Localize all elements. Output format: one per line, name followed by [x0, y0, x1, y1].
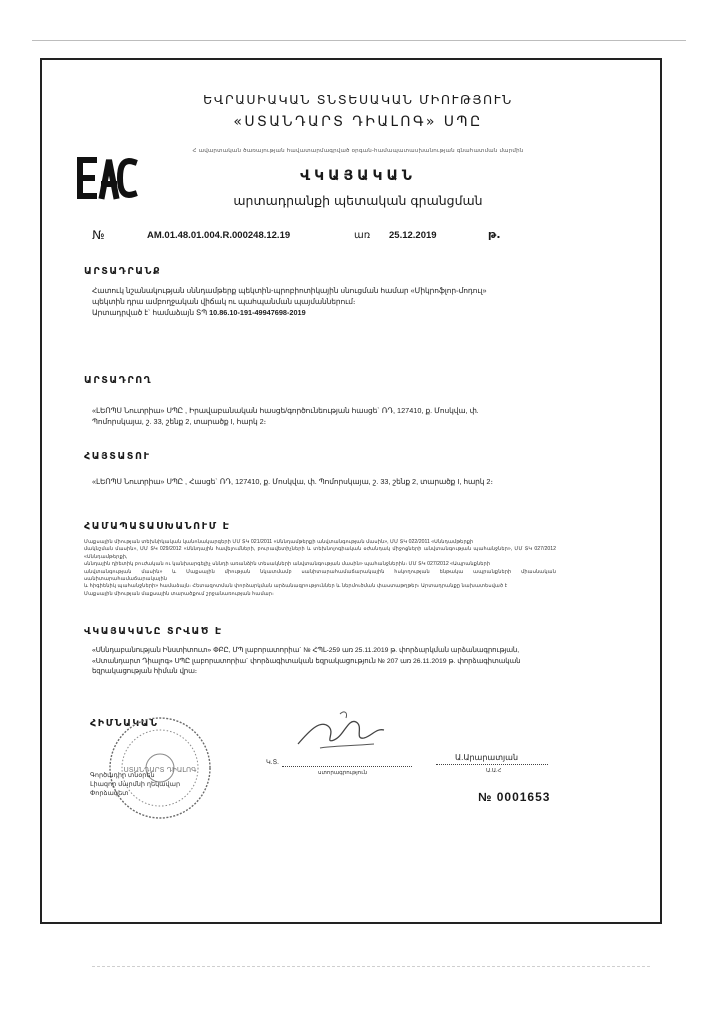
- manufacturer-heading: ԱՐՏԱԴՐՈՂ: [84, 375, 153, 386]
- signature-caption: ստորագրություն: [318, 770, 368, 776]
- compliance-line-6: Մաքսային միության մաքսային տարածքում շրջանառության համար։: [84, 590, 274, 597]
- compliance-line-5: և հիգիենիկ պահանջների» համաձայն։ Հետազոտման փորձարկման արձանագրություններ և ներմուծման փաստաթղթեր։ Արտադրանքը նախատեսված է: [84, 583, 508, 590]
- certificate-number: AM.01.48.01.004.R.000248.12.19: [147, 230, 291, 241]
- compliance-text: [84, 539, 556, 598]
- position-line-3: Փորձագետ: [90, 790, 129, 797]
- signature-line: [282, 766, 412, 767]
- product-line-3: [92, 307, 544, 318]
- signer-name-line: [436, 764, 548, 765]
- manufacturer-line-2: Պոմորսկայա, շ. 33, շենք 2, տարածք I, հարկ 2։: [92, 417, 267, 426]
- union-title: ԵՎՐԱՍԻԱԿԱՆ ՏՆՏԵՍԱԿԱՆ ՄԻՈՒԹՅՈՒՆ: [203, 92, 513, 107]
- applicant-line-1: «ԼԵՈՊՍ Նուտրիա» ՍՊԸ , Հասցե` ՌԴ, 127410, ք. Մոսկվա, փ. Պոմորսկայա, շ. 33, շենք 2, տարածք I, հարկ 2։: [92, 477, 493, 486]
- applicant-text: [92, 476, 562, 487]
- handwritten-signature: [290, 700, 390, 756]
- compliance-line-1: Մաքսային միության տեխնիկական կանոնակարգերի ՄՄ ՏԿ 021/2011 «Սննդամթերքի անվտանգության մասին», ՄՄ ՏԿ 022/2011 «Սննդամթերքի: [84, 539, 474, 545]
- certificate-date: 25.12.2019: [389, 230, 437, 241]
- position-line-1: Գործադիր տնօրեն: [90, 772, 155, 779]
- compliance-line-2: մակնշման մասին», ՄՄ ՏԿ 029/2012 «Սննդային հավելումների, բուրավետիչների և տեխնոլոգիական օժանդակ միջոցների անվտանգության պահանջներ», ՄՄ ՏԿ 027/2012 «Սննդամթերքի,: [84, 546, 556, 560]
- product-spec-code: 10.86.10-191-49947698-2019: [209, 308, 306, 317]
- signer-caption: Ա.Ա.Հ: [486, 768, 502, 774]
- company-title: «ՍՏԱՆԴԱՐՏ ԴԻԱԼՈԳ» ՍՊԸ: [233, 114, 483, 130]
- issued-text: [92, 646, 562, 678]
- serial-number: [478, 790, 550, 804]
- page-footer-line: [92, 966, 650, 967]
- product-text: [92, 285, 544, 318]
- issued-line-2: «Ստանդարտ Դիալոգ» ՍՊԸ լաբորատորիա` փորձագիտական եզրակացություն № 207 առ 26.11.2019 թ. փորձագիտական: [92, 657, 521, 665]
- seal-stamp-text: ՍՏԱՆԴԱՐՏ ԴԻԱԼՈԳ: [123, 766, 197, 774]
- product-heading: ԱՐՏԱԴՐԱՆՔ: [84, 266, 162, 277]
- page-edge: [32, 40, 686, 41]
- issued-line-3: եզրակացության հիման վրա։: [92, 668, 197, 675]
- signer-name: Ա.Արարատյան: [455, 753, 519, 762]
- signer-positions: [90, 771, 180, 798]
- compliance-line-3: սննդային դիետիկ բուժական ու կանխարգելիչ սննդի առանձին տեսակների անվտանգության մասին» պահանջներին։ ՄՄ ՏԿ 027/2012 «Ապրանքների: [84, 561, 491, 568]
- serial-prefix: №: [478, 790, 493, 804]
- basis-heading: ՀԻՄՆԱԿԱՆ: [90, 718, 159, 729]
- product-line-2: պեկտին դրա ամբողջական վիճակ ու պահպանման պայմաններում։: [92, 297, 356, 306]
- product-line-1: Հատուկ նշանակության սննդամթերք պեկտին-պրոբիոտիկային սնուցման համար «Միկրոֆլոր֊մոդուլ»: [92, 286, 487, 295]
- compliance-line-4: անվտանգության մասին» և Մաքսային միության նկատմամբ սանիտարահամաճարակային հսկողության ենթակա ապրանքների միասնական սանիտարահամաճարակային: [84, 568, 556, 583]
- issued-line-1: «Սննդաբանության Ինստիտուտ» ՓԲԸ, ՄՊ լաբորատորիա` № ՀՊԼ-259 առ 25.11.2019 թ. փորձարկման արձանագրության,: [92, 647, 520, 654]
- product-spec-prefix: Արտադրված է` համաձայն ՏՊ: [92, 308, 210, 317]
- date-from-label: առ: [354, 230, 371, 241]
- position-line-2: Լիազոր մարմնի ղեկավար: [90, 781, 181, 788]
- accreditation-line: Հ ավարտական ծառայության հավատարմագրված օրգան-համապատասխանության գնահատման մարմին: [192, 148, 524, 154]
- serial-value: 0001653: [496, 790, 551, 804]
- ls-label: Կ.Տ.: [266, 759, 279, 766]
- compliance-heading: ՀԱՄԱՊԱՏԱՍԽԱՆՈՒՄ Է: [84, 521, 231, 532]
- applicant-heading: ՀԱՅՏԱՏՈՒ: [84, 451, 151, 462]
- certificate-title: ՎԿԱՅԱԿԱՆ: [300, 168, 416, 184]
- date-suffix: թ.: [488, 228, 501, 241]
- certificate-subtitle: արտադրանքի պետական գրանցման: [233, 193, 483, 208]
- manufacturer-text: [92, 405, 544, 427]
- manufacturer-line-1: «ԼԵՈՊՍ Նուտրիա» ՍՊԸ , Իրավաբանական հասցե/գործունեության հասցե` ՌԴ, 127410, ք. Մոսկվա, փ.: [92, 406, 479, 415]
- number-sign: №: [92, 228, 105, 242]
- issued-heading: ՎԿԱՅԱԿԱՆԸ ՏՐՎԱԾ Է: [84, 626, 223, 637]
- seal-stamp: [104, 712, 216, 824]
